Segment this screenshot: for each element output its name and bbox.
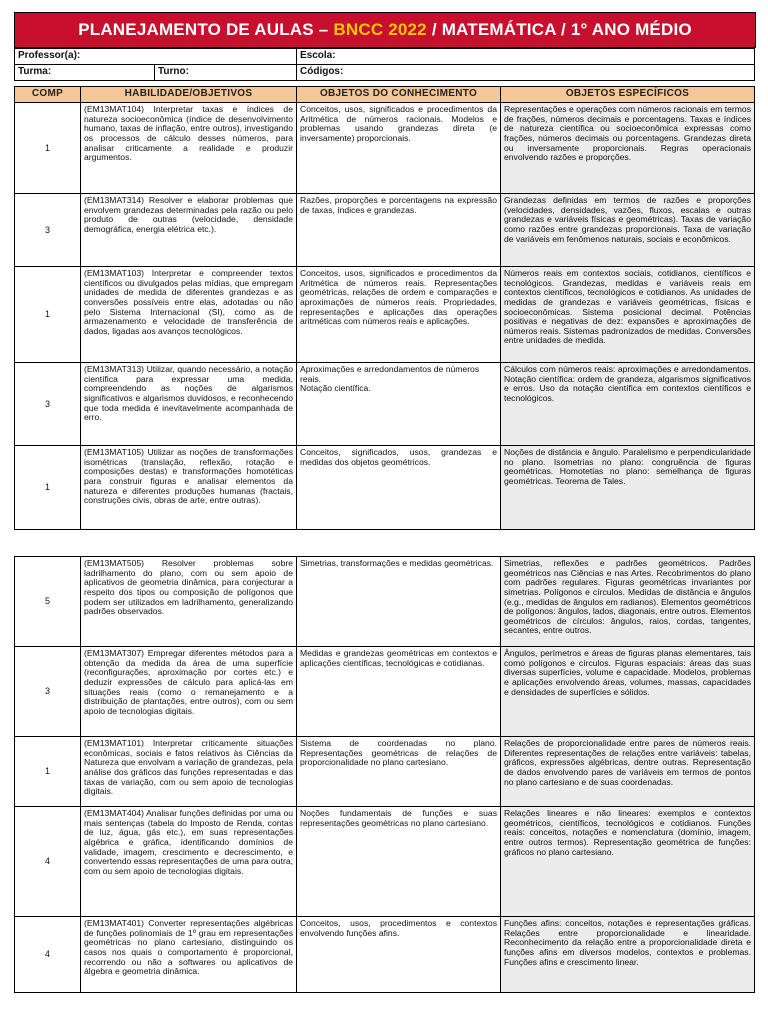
col-conhecimento: OBJETOS DO CONHECIMENTO [297, 87, 501, 103]
especificos-cell: Noções de distância e ângulo. Paralelismo e perpendicularidade no plano. Isometrias no plano: congruência de figuras geométricas. Homotetias no plano: semelhança de figuras geométricas. Teorema de Tales. [501, 446, 755, 530]
skills-table-2 [14, 556, 755, 993]
comp-cell: 3 [15, 647, 81, 737]
conhecimento-cell: Razões, proporções e porcentagens na expressão de taxas, índices e grandezas. [297, 194, 501, 267]
skills-table-1 [14, 86, 755, 530]
especificos-cell: Números reais em contextos sociais, cotidianos, científicos e tecnológicos. Grandezas, medidas e variáveis reais em contextos científicos, tecnológicos e cotidianos. As unidades de medidas de grandezas e variáveis geométricas, físicas e socioeconômicas. Sistema posicional decimal. Potências positivas e negativas de dez: expansões e aproximações de números reais. Sistemas padronizados de medidas. Conversões entre unidades de medida. [501, 267, 755, 363]
especificos-cell: Simetrias, reflexões e padrões geométricos. Padrões geométricos nas Ciências e nas Artes. Recobrimentos do plano com padrões regulares. Figuras geométricas invariantes por simetrias. Polígonos e círculos. Medidas de distância e ângulos (e.g., medidas de ângulos em radianos). Elementos geométricos de polígonos: ângulos, lados, diagonais, entre outros. Elementos geométricos de círculos: ângulos, raios, cordas, tangentes, secantes, entre outros. [501, 557, 755, 647]
conhecimento-cell: Sistema de coordenadas no plano. Representações geométricas de relações de proporcionalidade no plano cartesiano. [297, 737, 501, 807]
comp-cell: 3 [15, 194, 81, 267]
habilidade-cell: (EM13MAT104) Interpretar taxas e índices de natureza socioeconômica (índice de desenvolvimento humano, taxas de inflação, entre outros), investigando os processos de cálculo desses números, para analisar criticamente a realidade e produzir argumentos. [81, 103, 297, 194]
especificos-cell: Relações de proporcionalidade entre pares de números reais. Diferentes representações de relações entre variáveis: tabelas, gráficos, expressões algébricas, dentre outras. Representação de dados envolvendo pares de variáveis em termos de pontos no plano cartesiano e de suas coordenadas. [501, 737, 755, 807]
comp-cell: 1 [15, 737, 81, 807]
column-header-row [15, 87, 755, 103]
habilidade-cell: (EM13MAT307) Empregar diferentes métodos para a obtenção da medida da área de uma superfície (reconfigurações, aproximação por cortes etc.) e deduzir expressões de cálculo para aplicá-las em situações reais (como o remanejamento e a distribuição de plantações, entre outros), com ou sem apoio de tecnologias digitais. [81, 647, 297, 737]
table-row [15, 363, 755, 446]
turno-field[interactable]: Turno: [155, 65, 297, 81]
turma-field[interactable]: Turma: [15, 65, 155, 81]
conhecimento-cell: Noções fundamentais de funções e suas representações geométricas no plano cartesiano. [297, 807, 501, 917]
conhecimento-cell: Simetrias, transformações e medidas geométricas. [297, 557, 501, 647]
table-row [15, 446, 755, 530]
habilidade-cell: (EM13MAT313) Utilizar, quando necessário, a notação científica para expressar uma medida, compreendendo as noções de algarismos significativos e algarismos duvidosos, e reconhecendo que toda medida é inevitavelmente acompanhada de erro. [81, 363, 297, 446]
comp-cell: 3 [15, 363, 81, 446]
comp-cell: 4 [15, 807, 81, 917]
codigos-field[interactable]: Códigos: [297, 65, 755, 81]
comp-cell: 1 [15, 267, 81, 363]
escola-field[interactable]: Escola: [297, 49, 755, 65]
conhecimento-cell: Conceitos, significados, usos, grandezas e medidas dos objetos geométricos. [297, 446, 501, 530]
especificos-cell: Grandezas definidas em termos de razões e proporções (velocidades, densidades, vazões, fluxos, escalas e outras grandezas e variáveis físicas e geométricas). Taxas de variação como razões entre grandezas proporcionais. Taxa de variação de variáveis em fenômenos naturais, sociais e econômicos. [501, 194, 755, 267]
table-row [15, 103, 755, 194]
comp-cell: 1 [15, 446, 81, 530]
comp-cell: 5 [15, 557, 81, 647]
title-part1: PLANEJAMENTO DE AULAS – [78, 20, 329, 39]
habilidade-cell: (EM13MAT103) Interpretar e compreender textos científicos ou divulgados pelas mídias, que empregam unidades de medida de diferentes grandezas e as conversões possíveis entre elas, adotadas ou não pelo Sistema Internacional (SI), como as de armazenamento e velocidade de transferência de dados, ligadas aos avanços tecnológicos. [81, 267, 297, 363]
table-row [15, 917, 755, 993]
table-row [15, 807, 755, 917]
table-row [15, 194, 755, 267]
table-row [15, 737, 755, 807]
habilidade-cell: (EM13MAT105) Utilizar as noções de transformações isométricas (translação, reflexão, rotação e composições destas) e transformações homotéticas para construir figuras e analisar elementos da natureza e diferentes produções humanas (fractais, construções civis, obras de arte, entre outras). [81, 446, 297, 530]
habilidade-cell: (EM13MAT101) Interpretar criticamente situações econômicas, sociais e fatos relativos às Ciências da Natureza que envolvam a variação de grandezas, pela análise dos gráficos das funções representadas e das taxas de variação, com ou sem apoio de tecnologias digitais. [81, 737, 297, 807]
title-accent: BNCC 2022 [333, 20, 427, 39]
col-especificos: OBJETOS ESPECÍFICOS [501, 87, 755, 103]
conhecimento-cell: Medidas e grandezas geométricas em contextos e aplicações científicas, tecnológicas e cotidianas. [297, 647, 501, 737]
table-row [15, 557, 755, 647]
col-comp: COMP [15, 87, 81, 103]
habilidade-cell: (EM13MAT314) Resolver e elaborar problemas que envolvem grandezas determinadas pela razão ou pelo produto de outras (velocidade, densidade demográfica, energia elétrica etc.). [81, 194, 297, 267]
comp-cell: 4 [15, 917, 81, 993]
professor-field[interactable]: Professor(a): [15, 49, 297, 65]
especificos-cell: Cálculos com números reais: aproximações e arredondamentos. Notação científica: ordem de grandeza, algarismos significativos e erros. Uso da notação científica em contextos científicos e tecnológicos. [501, 363, 755, 446]
especificos-cell: Funções afins: conceitos, notações e representações gráficas. Relações entre proporcionalidade e linearidade. Reconhecimento da relação entre a proporcionalidade direta e funções afins em diversos modelos, contextos e problemas. Funções afins e crescimento linear. [501, 917, 755, 993]
habilidade-cell: (EM13MAT401) Converter representações algébricas de funções polinomiais de 1º grau em representações geométricas no plano cartesiano, distinguindo os casos nos quais o comportamento é proporcional, recorrendo ou não a softwares ou aplicativos de álgebra e geometria dinâmica. [81, 917, 297, 993]
header-info-table [14, 48, 755, 81]
habilidade-cell: (EM13MAT404) Analisar funções definidas por uma ou mais sentenças (tabela do Imposto de Renda, contas de luz, água, gás etc.), em suas representações algébrica e gráfica, identificando domínios de validade, imagem, crescimento e decrescimento, e convertendo essas representações de uma para outra, com ou sem apoio de tecnologias digitais. [81, 807, 297, 917]
page-title [14, 12, 756, 48]
table-row [15, 267, 755, 363]
comp-cell: 1 [15, 103, 81, 194]
especificos-cell: Representações e operações com números racionais em termos de frações, números decimais e porcentagens. Taxas e índices de natureza científica ou socioeconômica expressas como frações, números decimais ou porcentagens. Grandezas direta ou inversamente proporcionais. Regras operacionais envolvendo razões e proporções. [501, 103, 755, 194]
conhecimento-cell: Aproximações e arredondamentos de números reais. Notação científica. [297, 363, 501, 446]
title-part2: / MATEMÁTICA / 1° ANO MÉDIO [431, 20, 692, 39]
table-row [15, 647, 755, 737]
conhecimento-cell: Conceitos, usos, procedimentos e contextos envolvendo funções afins. [297, 917, 501, 993]
especificos-cell: Ângulos, perímetros e áreas de figuras planas elementares, tais como polígonos e círculos. Figuras espaciais: áreas das suas diversas superfícies, volume e capacidade. Modelos, problemas e aplicações envolvendo áreas, volumes, massas, capacidades e densidades de superfícies e sólidos. [501, 647, 755, 737]
conhecimento-cell: Conceitos, usos, significados e procedimentos da Aritmética de números racionais. Modelos e problemas usando grandezas direta (e inversamente) proporcionais. [297, 103, 501, 194]
conhecimento-cell: Conceitos, usos, significados e procedimentos da Aritmética de números reais. Representações geométricas, relações de ordem e comparações e aproximações de números reais. Propriedades, representações e aplicações das operações aritméticas com números reais e aplicações. [297, 267, 501, 363]
col-habilidade: HABILIDADE/OBJETIVOS [81, 87, 297, 103]
habilidade-cell: (EM13MAT505) Resolver problemas sobre ladrilhamento do plano, com ou sem apoio de aplicativos de geometria dinâmica, para conjecturar a respeito dos tipos ou composição de polígonos que podem ser utilizados em ladrilhamento, generalizando padrões observados. [81, 557, 297, 647]
especificos-cell: Relações lineares e não lineares: exemplos e contextos geométricos, científicos, tecnológicos e cotidianos. Funções reais: conceitos, notações e nomenclatura (domínio, imagem, entre outros termos). Representação geométrica de funções: gráficos no plano cartesiano. [501, 807, 755, 917]
